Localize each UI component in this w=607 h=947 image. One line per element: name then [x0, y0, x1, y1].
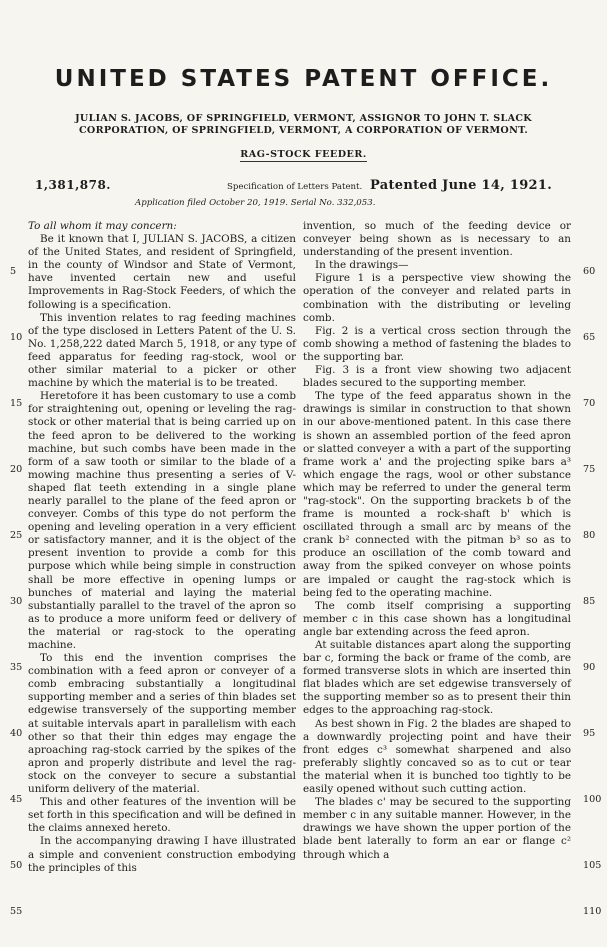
- line-number: 50: [10, 860, 23, 871]
- line-number: 80: [583, 530, 596, 541]
- line-number: 30: [10, 596, 23, 607]
- paragraph: This and other features of the invention will be set forth in this specification and will be defined in the claims annexed hereto.: [28, 796, 296, 835]
- subject-heading: [0, 149, 607, 160]
- line-number: 75: [583, 464, 596, 475]
- line-number: 105: [583, 860, 602, 871]
- line-number: 10: [10, 332, 23, 343]
- line-number: 100: [583, 794, 602, 805]
- paragraph: In the accompanying drawing I have illustrated a simple and convenient construction embodying the principles of this: [28, 835, 296, 874]
- paragraph: Fig. 2 is a vertical cross section through the comb showing a method of fastening the blades to the supporting bar.: [303, 324, 571, 363]
- line-number: 95: [583, 728, 596, 739]
- line-number: 90: [583, 662, 596, 673]
- line-number: 85: [583, 596, 596, 607]
- paragraph: As best shown in Fig. 2 the blades are shaped to a downwardly projecting point and have their front edges c³ somewhat sharpened and also preferably slightly concaved so as to cut or tear the material when it is bunched too tightly to be easily opened without such cutting action.: [303, 717, 571, 796]
- assignment-line-1: JULIAN S. JACOBS, OF SPRINGFIELD, VERMONT, ASSIGNOR TO JOHN T. SLACK: [75, 113, 532, 124]
- line-number: 25: [10, 530, 23, 541]
- line-number: 55: [10, 906, 23, 917]
- line-number: 35: [10, 662, 23, 673]
- paragraph: The blades c' may be secured to the supporting member c in any suitable manner. However, in the drawings we have shown the upper portion of the blade bent laterally to form an ear or flange c² through which a: [303, 796, 571, 861]
- line-number: 40: [10, 728, 23, 739]
- line-number: 70: [583, 398, 596, 409]
- office-title: UNITED STATES PATENT OFFICE.: [54, 66, 553, 92]
- paragraph: This invention relates to rag feeding machines of the type disclosed in Letters Patent of the U. S. No. 1,258,222 dated March 5, 1918, or any type of feed apparatus for feeding rag-stock, wool or other similar material to a picker or other machine by which the material is to be treated.: [28, 311, 296, 390]
- right-column: [303, 220, 571, 862]
- subject-text: RAG-STOCK FEEDER.: [240, 149, 367, 160]
- salutation: To all whom it may concern:: [28, 220, 177, 232]
- line-number: 65: [583, 332, 596, 343]
- paragraph: Fig. 3 is a front view showing two adjacent blades secured to the supporting member.: [303, 364, 571, 390]
- line-number: 15: [10, 398, 23, 409]
- line-number: 5: [10, 266, 17, 277]
- paragraph: Heretofore it has been customary to use a comb for straightening out, opening or leveling the rag-stock or other material that is being carried up on the feed apron to be delivered to the working machine, but such combs have been made in the form of a saw tooth or similar to the blade of a mowing machine thus presenting a series of V-shaped flat teeth extending in a single plane nearly parallel to the plane of the feed apron or conveyer. Combs of this type do not perform the opening and leveling operation in a very efficient or satisfactory manner, and it is the object of the present invention to provide a comb for this purpose which while being simple in construction shall be more effective in opening lumps or bunches of material and laying the material substantially parallel to the travel of the apron so as to produce a more uniform feed or delivery of the material or rag-stock to the operating machine.: [28, 390, 296, 651]
- line-number: 45: [10, 794, 23, 805]
- paragraph: To this end the invention comprises the combination with a feed apron or conveyer of a comb embracing substantially a longitudinal supporting member and a series of thin blades set edgewise transversely of the supporting member at suitable intervals apart in parallelism with each other so that their thin edges may engage the aproaching rag-stock carried by the spikes of the apron and properly distribute and level the rag-stock on the conveyer to secure a substantial uniform delivery of the material.: [28, 652, 296, 796]
- paragraph: The comb itself comprising a supporting member c in this case shown has a longitudinal angle bar extending across the feed apron.: [303, 599, 571, 638]
- line-number: 20: [10, 464, 23, 475]
- assignment-block: [20, 113, 587, 137]
- line-number: 60: [583, 266, 596, 277]
- paragraph: Be it known that I, JULIAN S. JACOBS, a citizen of the United States, and resident of Springfield, in the county of Windsor and State of Vermont, have invented certain new and useful Improvements in Rag-Stock Feeders, of which the following is a specification.: [28, 233, 296, 311]
- paragraph: The type of the feed apparatus shown in the drawings is similar in construction to that shown in our above-mentioned patent. In this case there is shown an assembled portion of the feed apron or slatted conveyer a with a part of the supporting frame work a' and the projecting spike bars a³ which engage the rags, wool or other substance which may be referred to under the general term "rag-stock". On the supporting brackets b of the frame is mounted a rock-shaft b' which is oscillated through a small arc by means of the crank b² connected with the pitman b³ so as to produce an oscillation of the comb toward and away from the spiked conveyer on whose points are impaled or caught the rag-stock which is being fed to the operating machine.: [303, 390, 571, 599]
- patent-number: 1,381,878.: [35, 178, 111, 192]
- application-line: Application filed October 20, 1919. Serial No. 332,053.: [135, 198, 376, 208]
- left-column: [28, 220, 296, 875]
- patent-date: Patented June 14, 1921.: [370, 178, 553, 193]
- assignment-line-2: CORPORATION, OF SPRINGFIELD, VERMONT, A CORPORATION OF VERMONT.: [78, 125, 528, 136]
- paragraph: In the drawings—: [315, 259, 409, 272]
- line-number: 110: [583, 906, 602, 917]
- paragraph: invention, so much of the feeding device or conveyer being shown as is necessary to an understanding of the present invention.: [303, 220, 571, 259]
- paragraph: Figure 1 is a perspective view showing the operation of the conveyer and related parts in combination with the distributing or leveling comb.: [303, 272, 571, 324]
- spec-label: Specification of Letters Patent.: [227, 182, 363, 192]
- paragraph: At suitable distances apart along the supporting bar c, forming the back or frame of the comb, are formed transverse slots in which are inserted thin flat blades which are set edgewise transversely of the supporting member so as to present their thin edges to the approaching rag-stock.: [303, 639, 571, 717]
